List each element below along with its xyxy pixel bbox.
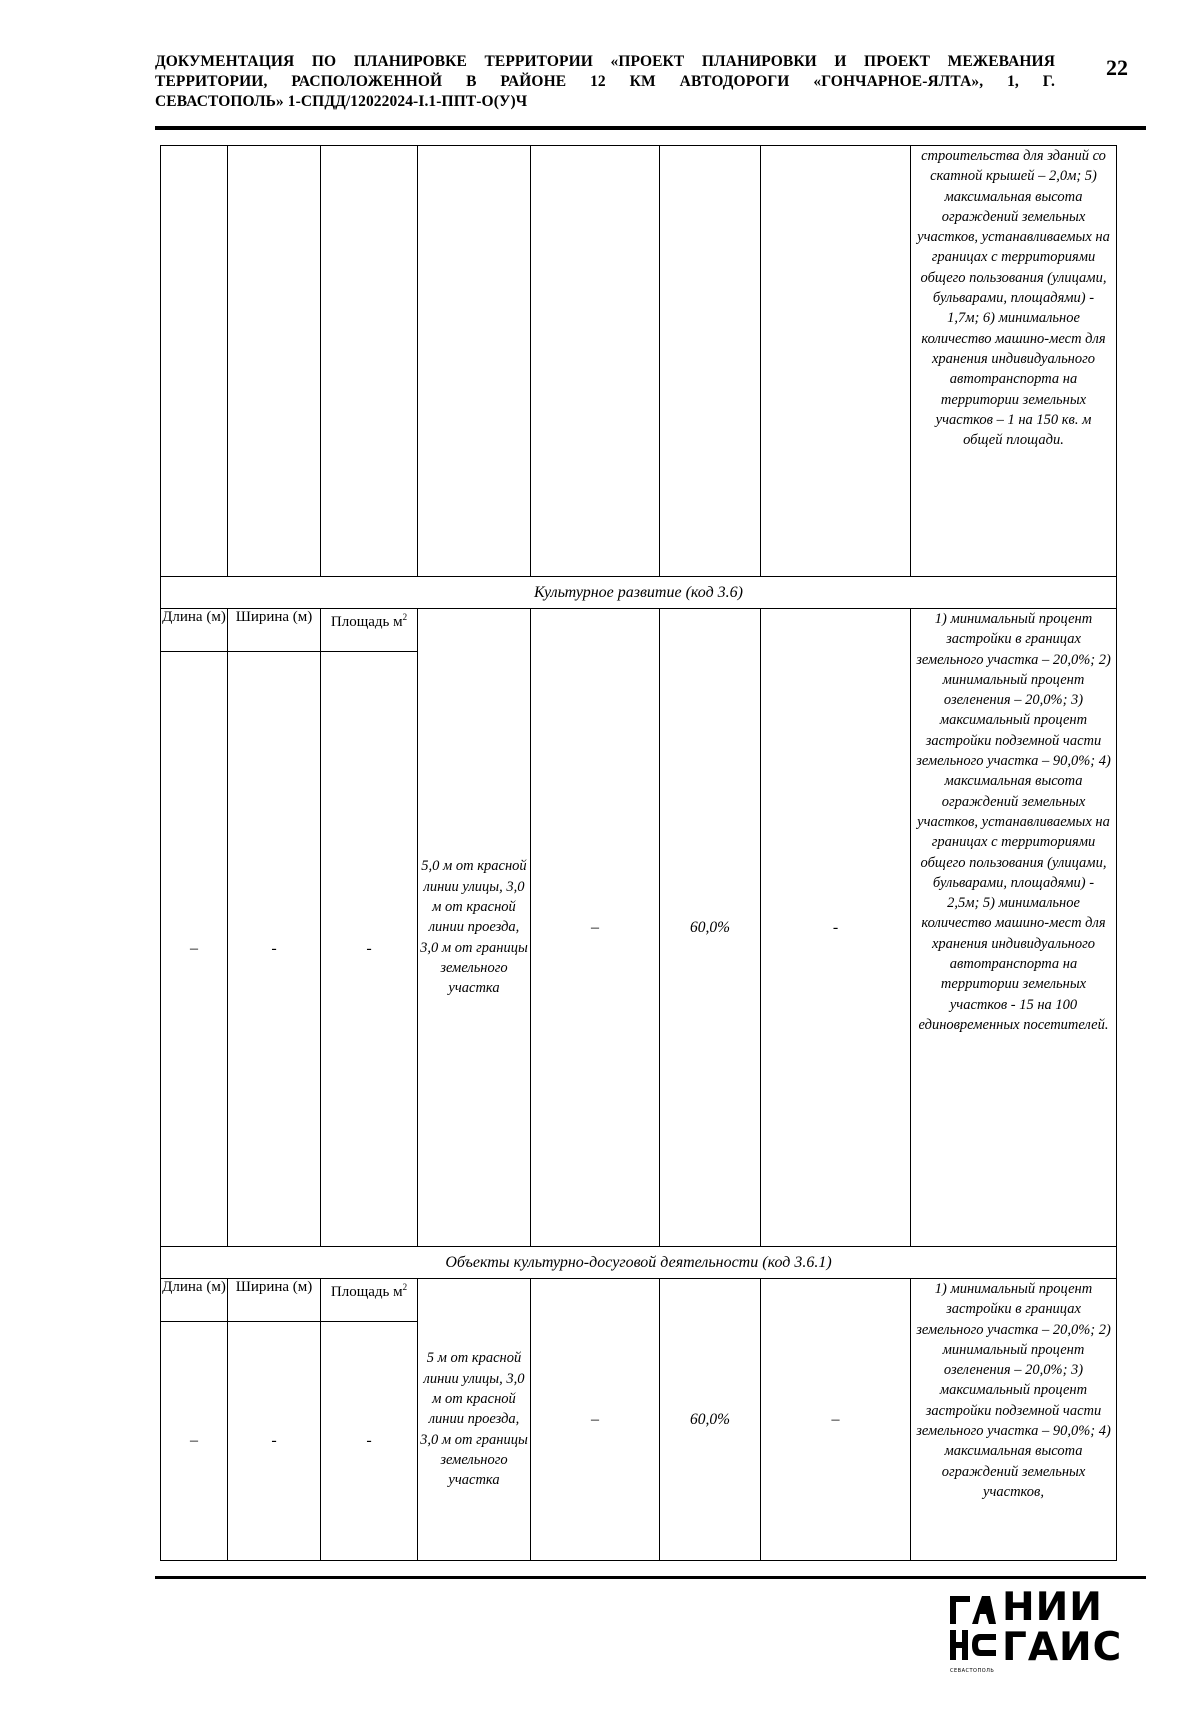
requirements-cell: 1) минимальный процент застройки в границах земельного участка – 20,0%; 2) минимальный процент озеленения – 20,0%; 3) максимальный процент застройки подземной части земельного участка – 90,0%; 4) максимальная высота ограждений земельных участков, устанавливаемых на границах с территориями общего пользования (улицами, бульварами, площадями) - 2,5м; 5) минимальное количество машино-мест для хранения индивидуального автотранспорта на территории земельных участков - 15 на 100 единовременных посетителей.: [911, 609, 1117, 1247]
logo-line-2: ГАИС: [1002, 1625, 1123, 1670]
area-value: -: [321, 1322, 418, 1561]
section-header-row: [161, 609, 1117, 652]
setback-cell: 5 м от красной линии улицы, 3,0 м от красной линии проезда, 3,0 м от границы земельного участка: [418, 1279, 531, 1561]
section-title: Культурное развитие (код 3.6): [161, 577, 1117, 609]
header-line-2: ТЕРРИТОРИИ, РАСПОЛОЖЕННОЙ В РАЙОНЕ 12 КМ АВТОДОРОГИ «ГОНЧАРНОЕ-ЯЛТА», 1, Г.: [155, 73, 1055, 90]
value-cell-5: –: [531, 1279, 660, 1561]
section-header-row: [161, 1279, 1117, 1322]
col-length-header: [161, 609, 228, 652]
section-title-row: [161, 1247, 1117, 1279]
cell-empty: [161, 146, 228, 577]
document-header: [155, 52, 1055, 112]
area-value: -: [321, 652, 418, 1247]
footer-rule: [155, 1576, 1146, 1579]
cell-empty: [418, 146, 531, 577]
col-length-header: [161, 1279, 228, 1322]
col-length-label: Длина (м): [162, 609, 226, 625]
col-area-label: Площадь м: [330, 614, 403, 630]
setback-cell: 5,0 м от красной линии улицы, 3,0 м от красной линии проезда, 3,0 м от границы земельного участка: [418, 609, 531, 1247]
cell-empty: [321, 146, 418, 577]
company-logo: [950, 1585, 1130, 1678]
width-value: -: [228, 652, 321, 1247]
value-cell-6: 60,0%: [660, 609, 761, 1247]
page-number: 22: [1106, 55, 1128, 80]
logo-mark-icon: [950, 1590, 996, 1670]
value-cell-7: -: [761, 609, 911, 1247]
width-value: -: [228, 1322, 321, 1561]
length-value: –: [161, 652, 228, 1247]
header-line-1: ДОКУМЕНТАЦИЯ ПО ПЛАНИРОВКЕ ТЕРРИТОРИИ «ПРОЕКТ ПЛАНИРОВКИ И ПРОЕКТ МЕЖЕВАНИЯ: [155, 53, 1055, 70]
col-width-label: Ширина (м): [235, 609, 313, 625]
value-cell-5: –: [531, 609, 660, 1247]
col-area-header: [321, 1279, 418, 1322]
logo-small-text: СЕВАСТОПОЛЬ: [950, 1668, 995, 1674]
col-length-label: Длина (м): [162, 1279, 226, 1295]
cell-empty: [761, 146, 911, 577]
cell-empty: [660, 146, 761, 577]
logo-wordmark: [1002, 1585, 1123, 1670]
value-cell-6: 60,0%: [660, 1279, 761, 1561]
col-area-header: [321, 609, 418, 652]
cell-empty: [228, 146, 321, 577]
header-rule: [155, 126, 1146, 130]
col-area-label: Площадь м: [330, 1284, 403, 1300]
section-title: Объекты культурно-досуговой деятельности (код 3.6.1): [161, 1247, 1117, 1279]
continuation-row: [161, 146, 1117, 577]
col-width-label: Ширина (м): [235, 1279, 313, 1295]
col-area-sup: 2: [402, 612, 408, 622]
regulations-table: [160, 145, 1117, 1561]
col-area-sup: 2: [402, 1282, 408, 1292]
section-title-row: [161, 577, 1117, 609]
cell-empty: [531, 146, 660, 577]
value-cell-7: –: [761, 1279, 911, 1561]
requirements-cell: 1) минимальный процент застройки в границах земельного участка – 20,0%; 2) минимальный процент озеленения – 20,0%; 3) максимальный процент застройки подземной части земельного участка – 90,0%; 4) максимальная высота ограждений земельных участков,: [911, 1279, 1117, 1561]
col-width-header: [228, 1279, 321, 1322]
header-line-3: СЕВАСТОПОЛЬ» 1-СПДД/12022024-I.1-ППТ-О(У)Ч: [155, 93, 528, 110]
logo-line-1: НИИ: [1002, 1585, 1103, 1630]
continuation-requirements: строительства для зданий со скатной крышей – 2,0м; 5) максимальная высота ограждений земельных участков, устанавливаемых на границах с территориями общего пользования (улицами, бульварами, площадями) - 1,7м; 6) минимальное количество машино-мест для хранения индивидуального автотранспорта на территории земельных участков – 1 на 150 кв. м общей площади.: [911, 146, 1117, 577]
length-value: –: [161, 1322, 228, 1561]
col-width-header: [228, 609, 321, 652]
